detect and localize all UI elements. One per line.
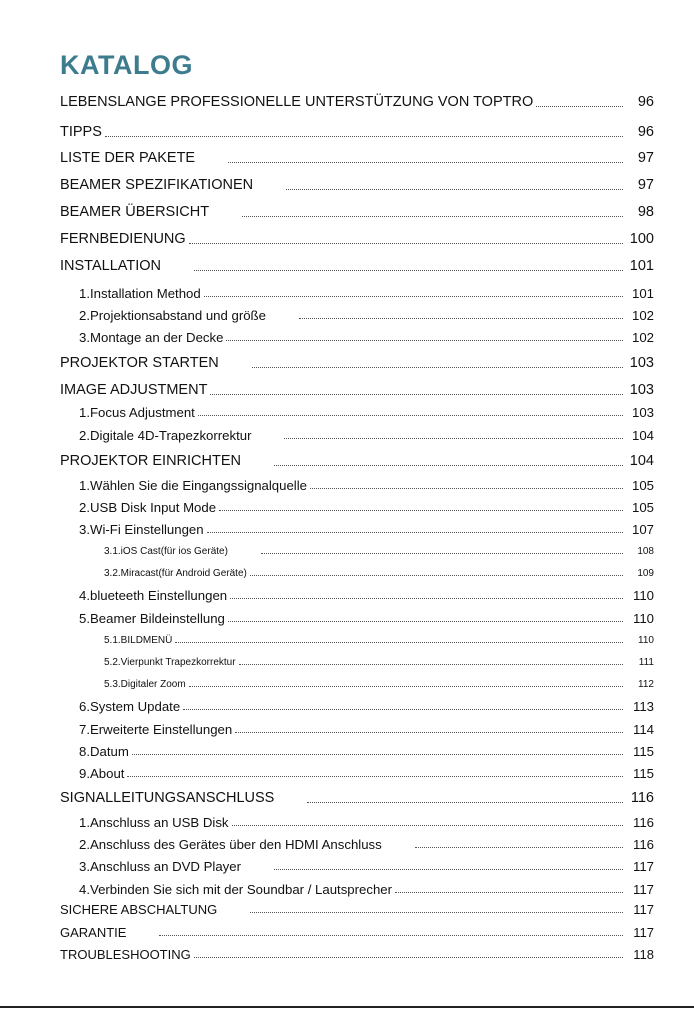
toc-entry-label: 3.Montage an der Decke [79,330,224,345]
toc-entry-label: GARANTIE [60,925,127,940]
toc-entry-label: 3.Anschluss an DVD Player [79,859,241,874]
toc-entry-page: 116 [630,790,654,806]
dot-leader [127,776,623,777]
toc-entry-label: TIPPS [60,124,102,140]
dot-leader [183,709,623,710]
toc-entry-page: 110 [632,611,654,626]
toc-entry [60,948,654,961]
toc-entry-label: LISTE DER PAKETE [60,150,196,166]
dot-leader [132,754,623,755]
toc-entry-page: 108 [637,546,654,557]
toc-entry-page: 105 [631,478,654,493]
toc-entry [79,700,654,713]
toc-entry-page: 101 [629,258,654,274]
dot-leader [219,510,623,511]
toc-entry-label: BEAMER SPEZIFIKATIONEN [60,177,254,193]
toc-entry-page: 104 [631,428,654,443]
toc-entry-label: 8.Datum [79,744,129,759]
toc-entry [60,259,654,274]
dot-leader [159,935,623,936]
toc-entry [60,791,654,806]
toc-entry-label: 4.blueteeth Einstellungen [79,588,228,603]
dot-leader [536,106,623,107]
toc-entry-label: 3.Wi-Fi Einstellungen [79,522,204,537]
toc-entry-label: 5.1.BILDMENÜ [104,635,173,646]
toc-entry-label: SICHERE ABSCHALTUNG [60,902,218,917]
toc-entry-page: 101 [631,286,654,301]
toc-entry-page: 115 [632,744,654,759]
dot-leader [395,892,623,893]
toc-entry [104,636,654,646]
dot-leader [286,189,623,190]
toc-entry-page: 116 [632,837,654,852]
toc-entry [60,454,654,469]
toc-entry [79,883,654,896]
toc-entry [104,658,654,668]
toc-entry-page: 97 [637,177,654,193]
toc-entry-label: 2.USB Disk Input Mode [79,500,217,515]
toc-entry [60,178,654,193]
toc-entry [60,95,654,110]
dot-leader [228,621,623,622]
toc-entry-page: 103 [631,405,654,420]
toc-entry-page: 105 [631,500,654,515]
toc-entry [60,232,654,247]
toc-entry [79,331,654,344]
dot-leader [239,664,623,665]
dot-leader [226,340,623,341]
toc-entry [79,767,654,780]
toc-entry [79,589,654,602]
toc-entry [79,745,654,758]
dot-leader [194,270,623,271]
toc-entry-page: 118 [633,947,654,962]
dot-leader [284,438,623,439]
toc-entry-page: 114 [632,722,654,737]
toc-entry-page: 96 [637,94,654,110]
toc-entry-label: IMAGE ADJUSTMENT [60,382,208,398]
dot-leader [198,415,623,416]
toc-entry-label: 1.Anschluss an USB Disk [79,815,229,830]
toc-entry [60,356,654,371]
dot-leader [307,802,623,803]
toc-entry-label: 2.Digitale 4D-Trapezkorrektur [79,428,252,443]
dot-leader [310,488,623,489]
toc-entry-label: 1.Installation Method [79,286,201,301]
dot-leader [210,394,623,395]
toc-entry-label: 1.Focus Adjustment [79,405,195,420]
toc-entry-page: 115 [632,766,654,781]
dot-leader [204,296,623,297]
toc-entry-label: 2.Projektionsabstand und größe [79,308,266,323]
toc-entry-label: 5.2.Vierpunkt Trapezkorrektur [104,657,236,668]
toc-entry-page: 117 [632,859,654,874]
toc-entry [60,903,654,916]
toc-entry-page: 110 [632,588,654,603]
dot-leader [235,732,623,733]
toc-entry-label: 9.About [79,766,125,781]
toc-entry-page: 107 [631,522,654,537]
toc-entry-page: 117 [633,925,654,940]
toc-entry [60,151,654,166]
toc-entry [79,501,654,514]
toc-entry-page: 104 [629,453,654,469]
toc-entry-label: BEAMER ÜBERSICHT [60,204,210,220]
toc-entry-page: 98 [637,204,654,220]
toc-entry-page: 117 [632,882,654,897]
toc-entry-label: PROJEKTOR STARTEN [60,355,219,371]
toc-entry-page: 109 [637,568,654,579]
dot-leader [242,216,623,217]
toc-entry [79,429,654,442]
toc-entry-label: TROUBLESHOOTING [60,947,191,962]
toc-entry-page: 100 [629,231,654,247]
toc-entry-label: 3.2.Miracast(für Android Geräte) [104,568,247,579]
dot-leader [415,847,623,848]
toc-entry-page: 97 [637,150,654,166]
dot-leader [194,957,623,958]
dot-leader [274,465,623,466]
toc-entry [79,612,654,625]
toc-entry [79,838,654,851]
toc-entry-label: 4.Verbinden Sie sich mit der Soundbar / Lautsprecher [79,882,393,897]
bottom-rule [0,1006,694,1008]
toc-entry [79,723,654,736]
dot-leader [274,869,623,870]
toc-entry-page: 102 [631,330,654,345]
toc-entry-page: 96 [637,124,654,140]
toc-entry [79,287,654,300]
toc-entry [104,547,654,557]
toc-entry [60,383,654,398]
dot-leader [228,162,623,163]
dot-leader [230,598,623,599]
toc-entry-label: INSTALLATION [60,258,161,274]
toc-entry-label: 5.Beamer Bildeinstellung [79,611,225,626]
toc-entry-page: 112 [638,679,654,690]
toc-entry [60,125,654,140]
toc-entry [79,479,654,492]
dot-leader [232,825,623,826]
toc-entry-label: 6.System Update [79,699,181,714]
toc-entry-page: 111 [638,657,654,668]
dot-leader [189,686,623,687]
toc-entry-page: 103 [629,355,654,371]
toc-entry-page: 113 [632,699,654,714]
toc-entry-page: 103 [629,382,654,398]
toc-entry-page: 116 [632,815,654,830]
toc-entry-label: SIGNALLEITUNGSANSCHLUSS [60,790,275,806]
toc-entry-label: 7.Erweiterte Einstellungen [79,722,233,737]
toc-entry [79,816,654,829]
toc-entry [79,309,654,322]
toc-entry-label: 3.1.iOS Cast(für ios Geräte) [104,546,228,557]
toc-entry [104,680,654,690]
toc-entry-page: 102 [631,308,654,323]
toc-entry-label: 2.Anschluss des Gerätes über den HDMI Anschluss [79,837,382,852]
toc-entry-label: 1.Wählen Sie die Eingangssignalquelle [79,478,308,493]
dot-leader [299,318,623,319]
dot-leader [252,367,623,368]
toc-entry [60,205,654,220]
dot-leader [175,642,623,643]
toc-entry-page: 117 [633,902,654,917]
dot-leader [250,575,623,576]
dot-leader [250,912,623,913]
toc-entry-label: 5.3.Digitaler Zoom [104,679,186,690]
toc-entry-page: 110 [638,635,654,646]
dot-leader [105,136,623,137]
toc-entry-label: PROJEKTOR EINRICHTEN [60,453,242,469]
dot-leader [189,243,623,244]
toc-entry [60,926,654,939]
page-title: KATALOG [60,50,193,80]
toc-entry [104,569,654,579]
dot-leader [261,553,623,554]
dot-leader [207,532,623,533]
toc-entry-label: FERNBEDIENUNG [60,231,186,247]
toc-entry [79,523,654,536]
toc-entry [79,406,654,419]
toc-entry [79,860,654,873]
toc-entry-label: LEBENSLANGE PROFESSIONELLE UNTERSTÜTZUNG VON TOPTRO [60,94,534,110]
